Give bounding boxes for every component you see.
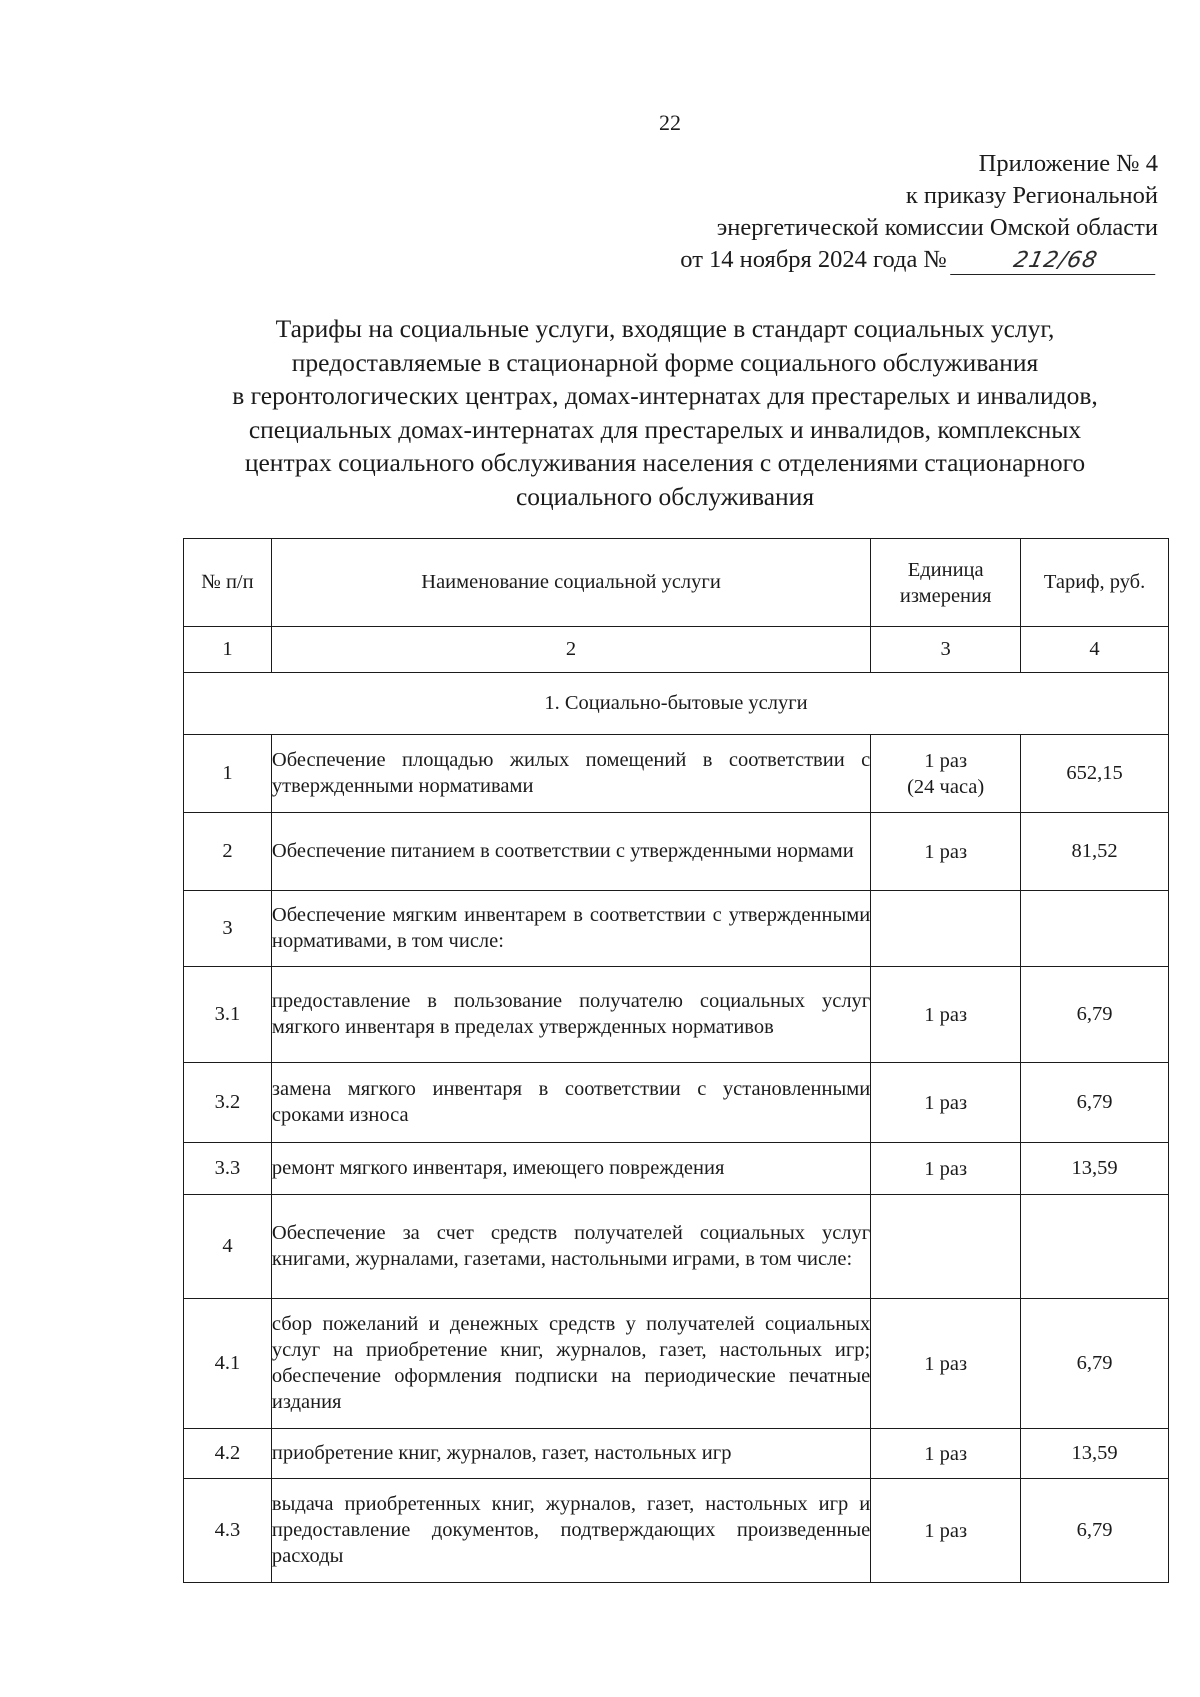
row-num: 3 bbox=[184, 891, 272, 967]
row-name bbox=[271, 735, 870, 813]
row-unit bbox=[871, 891, 1021, 967]
table-row bbox=[184, 1299, 1169, 1429]
table-row bbox=[184, 891, 1169, 967]
row-tariff bbox=[1021, 891, 1169, 967]
row-name bbox=[271, 1429, 870, 1479]
row-name bbox=[271, 1299, 870, 1429]
document-title bbox=[160, 312, 1170, 513]
row-name bbox=[271, 1143, 870, 1195]
row-name-text: сбор пожеланий и денежных средств у получателей социальных услуг на приобретение книг, журналов, газет, настольных игр; обеспечение оформления подписки на периодические печатные издания bbox=[271, 1312, 871, 1413]
table-row bbox=[184, 1479, 1169, 1583]
row-tariff: 6,79 bbox=[1021, 967, 1169, 1063]
row-unit: 1 раз bbox=[871, 1143, 1021, 1195]
row-name bbox=[271, 813, 870, 891]
table-row bbox=[184, 1195, 1169, 1299]
header-tariff: Тариф, руб. bbox=[1021, 539, 1169, 627]
title-line-5: центрах социального обслуживания населения с отделениями стационарного bbox=[244, 448, 1086, 477]
table-row bbox=[184, 967, 1169, 1063]
row-name-text: Обеспечение за счет средств получателей социальных услуг книгами, журналами, газетами, настольными играми, в том числе: bbox=[271, 1221, 871, 1270]
row-name bbox=[271, 1479, 870, 1583]
row-num: 3.1 bbox=[184, 967, 272, 1063]
table-row bbox=[184, 735, 1169, 813]
order-number-handwritten: 212/68 bbox=[950, 248, 1161, 275]
row-num: 4.1 bbox=[184, 1299, 272, 1429]
column-index-row bbox=[184, 627, 1169, 673]
row-name bbox=[271, 1195, 870, 1299]
table-row bbox=[184, 1063, 1169, 1143]
row-unit: 1 раз bbox=[871, 1063, 1021, 1143]
row-tariff: 81,52 bbox=[1021, 813, 1169, 891]
row-name bbox=[271, 967, 870, 1063]
appendix-line-1: Приложение № 4 bbox=[978, 150, 1158, 177]
column-index-1: 1 bbox=[184, 627, 272, 673]
row-name-text: замена мягкого инвентаря в соответствии с установленными сроками износа bbox=[271, 1077, 871, 1126]
row-tariff: 6,79 bbox=[1021, 1479, 1169, 1583]
row-tariff: 6,79 bbox=[1021, 1299, 1169, 1429]
row-unit: 1 раз bbox=[871, 967, 1021, 1063]
row-tariff: 13,59 bbox=[1021, 1429, 1169, 1479]
header-name: Наименование социальной услуги bbox=[271, 539, 870, 627]
column-index-4: 4 bbox=[1021, 627, 1169, 673]
row-num: 2 bbox=[184, 813, 272, 891]
appendix-line-2: к приказу Региональной bbox=[905, 182, 1158, 209]
appendix-order-line bbox=[680, 244, 1158, 276]
title-line-6: социального обслуживания bbox=[515, 481, 815, 511]
table-header-row bbox=[184, 539, 1169, 627]
row-name bbox=[271, 891, 870, 967]
row-unit: 1 раз bbox=[871, 813, 1021, 891]
row-unit: 1 раз bbox=[871, 1429, 1021, 1479]
order-date-text: от 14 ноября 2024 года № bbox=[680, 246, 947, 273]
table-row bbox=[184, 1429, 1169, 1479]
row-unit bbox=[871, 1195, 1021, 1299]
row-unit: 1 раз (24 часа) bbox=[871, 735, 1021, 813]
column-index-3: 3 bbox=[871, 627, 1021, 673]
section-title: 1. Социально-бытовые услуги bbox=[184, 673, 1169, 735]
row-num: 4 bbox=[184, 1195, 272, 1299]
row-name-text: ремонт мягкого инвентаря, имеющего повреждения bbox=[271, 1156, 725, 1179]
row-name-text: предоставление в пользование получателю социальных услуг мягкого инвентаря в пределах утвержденных нормативов bbox=[271, 989, 871, 1038]
title-line-4: специальных домах-интернатах для престарелых и инвалидов, комплексных bbox=[248, 414, 1082, 444]
title-line-1: Тарифы на социальные услуги, входящие в стандарт социальных услуг, bbox=[275, 314, 1055, 343]
row-name-text: выдача приобретенных книг, журналов, газет, настольных игр и предоставление документов, подтверждающих произведенные расходы bbox=[271, 1492, 871, 1567]
row-name-text: Обеспечение площадью жилых помещений в соответствии с утвержденными нормативами bbox=[271, 748, 871, 797]
page-number: 22 bbox=[659, 110, 681, 135]
row-num: 4.2 bbox=[184, 1429, 272, 1479]
title-line-3: в геронтологических центрах, домах-интернатах для престарелых и инвалидов, bbox=[232, 381, 1098, 410]
row-unit: 1 раз bbox=[871, 1479, 1021, 1583]
row-name-text: приобретение книг, журналов, газет, настольных игр bbox=[271, 1441, 732, 1464]
row-tariff: 6,79 bbox=[1021, 1063, 1169, 1143]
appendix-header bbox=[680, 148, 1158, 276]
row-num: 1 bbox=[184, 735, 272, 813]
row-name-text: Обеспечение питанием в соответствии с утвержденными нормами bbox=[271, 839, 854, 862]
row-unit: 1 раз bbox=[871, 1299, 1021, 1429]
row-num: 3.2 bbox=[184, 1063, 272, 1143]
title-line-2: предоставляемые в стационарной форме социального обслуживания bbox=[291, 347, 1039, 377]
section-row bbox=[184, 673, 1169, 735]
tariffs-table bbox=[183, 538, 1169, 1583]
row-num: 4.3 bbox=[184, 1479, 272, 1583]
column-index-2: 2 bbox=[271, 627, 870, 673]
table-row bbox=[184, 1143, 1169, 1195]
header-unit: Единица измерения bbox=[871, 539, 1021, 627]
row-num: 3.3 bbox=[184, 1143, 272, 1195]
row-tariff: 13,59 bbox=[1021, 1143, 1169, 1195]
header-num: № п/п bbox=[184, 539, 272, 627]
row-tariff: 652,15 bbox=[1021, 735, 1169, 813]
table-row bbox=[184, 813, 1169, 891]
row-name bbox=[271, 1063, 870, 1143]
row-name-text: Обеспечение мягким инвентарем в соответствии с утвержденными нормативами, в том числе: bbox=[271, 903, 871, 952]
row-tariff bbox=[1021, 1195, 1169, 1299]
appendix-line-3: энергетической комиссии Омской области bbox=[716, 214, 1158, 241]
